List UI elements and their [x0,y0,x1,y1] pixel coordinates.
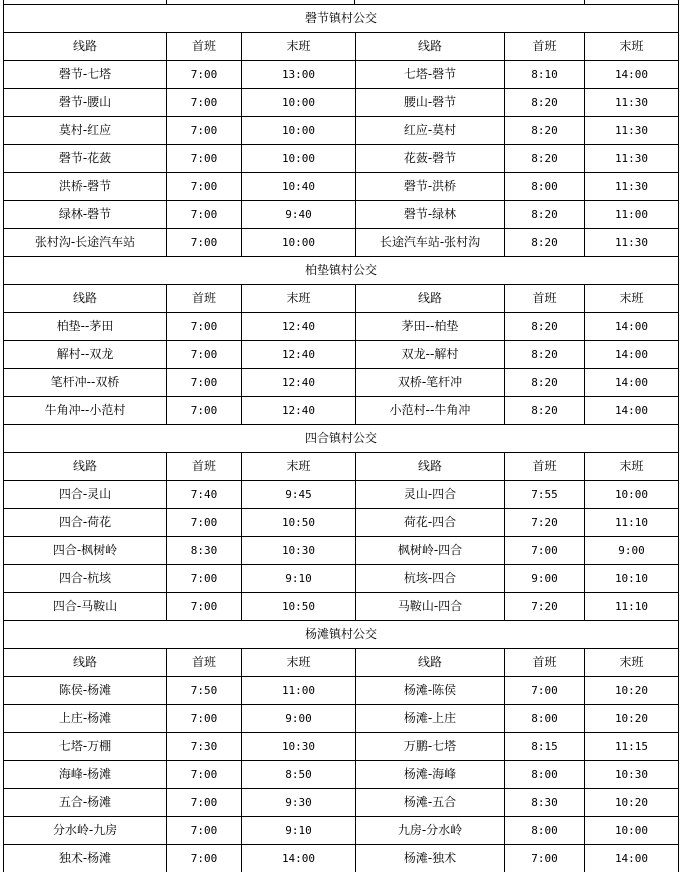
last-bus-back-cell: 14:00 [614,320,649,333]
table-row [4,88,678,116]
column-header: 末班 [619,291,644,305]
header-row [4,452,678,480]
first-bus-out-cell: 7:00 [167,117,242,144]
last-bus-back-cell: 10:10 [614,572,649,585]
route-back-cell: 荷花-四合 [356,509,505,536]
column-header: 线路 [356,285,505,312]
route-out-cell: 分水岭-九房 [4,817,167,844]
first-bus-out-cell: 7:00 [167,201,242,228]
table-row [4,172,678,200]
table-row [4,564,678,592]
route-out-cell: 四合-枫树岭 [4,537,167,564]
first-bus-out-cell: 7:00 [167,313,242,340]
first-bus-back-cell: 7:20 [505,593,585,620]
last-bus-out-cell: 10:40 [242,173,356,200]
column-header: 首班 [167,285,242,312]
schedule-section [3,256,679,424]
table-row [4,368,678,396]
route-back-cell: 双桥-笔杆冲 [356,369,505,396]
last-bus-out-cell: 12:40 [242,397,356,424]
last-bus-out-cell: 8:50 [242,761,356,788]
route-out-cell: 海峰-杨滩 [4,761,167,788]
last-bus-back-cell: 10:00 [614,824,649,837]
last-bus-back-cell: 11:10 [614,516,649,529]
first-bus-out-cell: 7:30 [167,733,242,760]
column-header: 末班 [619,655,644,669]
first-bus-out-cell: 7:40 [167,481,242,508]
column-header: 线路 [356,33,505,60]
column-header: 首班 [167,453,242,480]
last-bus-back-cell: 10:20 [614,712,649,725]
section-title: 四合镇村公交 [4,424,678,452]
route-out-cell: 柏垫--茅田 [4,313,167,340]
column-header: 末班 [619,459,644,473]
last-bus-out-cell: 9:45 [242,481,356,508]
last-bus-back-cell: 11:00 [614,208,649,221]
first-bus-back-cell: 8:00 [505,817,585,844]
column-header: 末班 [242,33,356,60]
last-bus-back-cell: 14:00 [614,404,649,417]
route-back-cell: 马鞍山-四合 [356,593,505,620]
route-back-cell: 万鹏-七塔 [356,733,505,760]
last-bus-out-cell: 9:10 [242,817,356,844]
last-bus-out-cell: 14:00 [242,845,356,872]
header-row [4,32,678,60]
table-row [4,816,678,844]
table-row [4,200,678,228]
table-row [4,704,678,732]
last-bus-out-cell: 10:00 [242,145,356,172]
route-out-cell: 牛角冲--小范村 [4,397,167,424]
table-row [4,60,678,88]
route-back-cell: 灵山-四合 [356,481,505,508]
route-out-cell: 上庄-杨滩 [4,705,167,732]
first-bus-out-cell: 7:00 [167,845,242,872]
table-row [4,480,678,508]
column-header: 线路 [4,285,167,312]
route-out-cell: 磬节-花蔹 [4,145,167,172]
column-header: 首班 [505,649,585,676]
last-bus-out-cell: 10:00 [242,117,356,144]
route-out-cell: 绿林-磬节 [4,201,167,228]
first-bus-out-cell: 7:00 [167,61,242,88]
table-row [4,760,678,788]
route-back-cell: 七塔-磬节 [356,61,505,88]
table-row [4,340,678,368]
route-back-cell: 腰山-磬节 [356,89,505,116]
first-bus-out-cell: 7:00 [167,229,242,256]
first-bus-out-cell: 7:00 [167,565,242,592]
last-bus-out-cell: 10:50 [242,593,356,620]
first-bus-back-cell: 8:20 [505,313,585,340]
route-back-cell: 杨滩-独术 [356,845,505,872]
last-bus-back-cell: 11:30 [614,180,649,193]
sections-container [3,4,679,872]
last-bus-back-cell: 11:30 [614,236,649,249]
header-row [4,648,678,676]
route-out-cell: 七塔-万棚 [4,733,167,760]
first-bus-back-cell: 8:20 [505,369,585,396]
last-bus-out-cell: 9:00 [242,705,356,732]
first-bus-back-cell: 8:00 [505,173,585,200]
column-header: 线路 [4,453,167,480]
first-bus-out-cell: 7:00 [167,397,242,424]
column-header: 末班 [242,285,356,312]
last-bus-out-cell: 9:10 [242,565,356,592]
column-header: 末班 [242,453,356,480]
section-title: 杨滩镇村公交 [4,620,678,648]
route-out-cell: 独术-杨滩 [4,845,167,872]
table-row [4,536,678,564]
route-out-cell: 四合-杭垓 [4,565,167,592]
first-bus-back-cell: 8:20 [505,341,585,368]
column-header: 末班 [242,649,356,676]
column-header: 首班 [167,33,242,60]
first-bus-out-cell: 7:00 [167,145,242,172]
first-bus-out-cell: 7:00 [167,369,242,396]
route-back-cell: 红应-莫村 [356,117,505,144]
route-back-cell: 杨滩-海峰 [356,761,505,788]
table-row [4,732,678,760]
first-bus-out-cell: 7:00 [167,761,242,788]
route-back-cell: 九房-分水岭 [356,817,505,844]
route-out-cell: 四合-马鞍山 [4,593,167,620]
last-bus-back-cell: 14:00 [614,68,649,81]
route-back-cell: 双龙--解村 [356,341,505,368]
schedule-section [3,424,679,620]
route-out-cell: 张村沟-长途汽车站 [4,229,167,256]
route-back-cell: 杭垓-四合 [356,565,505,592]
last-bus-out-cell: 12:40 [242,313,356,340]
first-bus-back-cell: 8:00 [505,761,585,788]
first-bus-back-cell: 8:20 [505,201,585,228]
last-bus-out-cell: 12:40 [242,341,356,368]
route-back-cell: 磬节-洪桥 [356,173,505,200]
table-row [4,508,678,536]
first-bus-back-cell: 7:00 [505,677,585,704]
column-header: 线路 [356,649,505,676]
route-back-cell: 杨滩-陈侯 [356,677,505,704]
last-bus-out-cell: 10:30 [242,537,356,564]
last-bus-back-cell: 14:00 [614,376,649,389]
last-bus-back-cell: 14:00 [614,348,649,361]
last-bus-back-cell: 11:30 [614,96,649,109]
last-bus-out-cell: 10:00 [242,229,356,256]
route-out-cell: 磬节-腰山 [4,89,167,116]
table-row [4,116,678,144]
first-bus-out-cell: 7:00 [167,173,242,200]
first-bus-back-cell: 8:20 [505,229,585,256]
column-header: 线路 [4,649,167,676]
last-bus-back-cell: 10:30 [614,768,649,781]
last-bus-back-cell: 11:30 [614,124,649,137]
first-bus-back-cell: 8:10 [505,61,585,88]
column-header: 首班 [167,649,242,676]
route-out-cell: 磬节-七塔 [4,61,167,88]
last-bus-back-cell: 10:20 [614,796,649,809]
schedule-section [3,620,679,872]
last-bus-out-cell: 10:30 [242,733,356,760]
last-bus-out-cell: 13:00 [242,61,356,88]
route-out-cell: 五合-杨滩 [4,789,167,816]
route-out-cell: 四合-荷花 [4,509,167,536]
route-out-cell: 莫村-红应 [4,117,167,144]
route-back-cell: 花蔹-磬节 [356,145,505,172]
route-out-cell: 陈侯-杨滩 [4,677,167,704]
route-back-cell: 茅田--柏垫 [356,313,505,340]
schedule-section [3,4,679,256]
route-back-cell: 长途汽车站-张村沟 [356,229,505,256]
table-row [4,144,678,172]
route-back-cell: 磬节-绿林 [356,201,505,228]
column-header: 线路 [356,453,505,480]
table-row [4,676,678,704]
first-bus-back-cell: 8:20 [505,117,585,144]
route-back-cell: 枫树岭-四合 [356,537,505,564]
table-row [4,228,678,256]
first-bus-out-cell: 7:00 [167,789,242,816]
table-row [4,844,678,872]
column-header: 首班 [505,33,585,60]
section-title: 磬节镇村公交 [4,4,678,32]
route-back-cell: 杨滩-五合 [356,789,505,816]
route-back-cell: 杨滩-上庄 [356,705,505,732]
route-out-cell: 四合-灵山 [4,481,167,508]
first-bus-back-cell: 7:00 [505,845,585,872]
last-bus-back-cell: 10:20 [614,684,649,697]
last-bus-back-cell: 11:30 [614,152,649,165]
route-back-cell: 小范村--牛角冲 [356,397,505,424]
table-row [4,396,678,424]
first-bus-out-cell: 7:50 [167,677,242,704]
first-bus-back-cell: 7:00 [505,537,585,564]
last-bus-back-cell: 11:15 [614,740,649,753]
last-bus-out-cell: 9:40 [242,201,356,228]
table-row [4,312,678,340]
column-header: 末班 [619,39,644,53]
route-out-cell: 洪桥-磬节 [4,173,167,200]
first-bus-out-cell: 7:00 [167,705,242,732]
last-bus-back-cell: 9:00 [618,544,645,557]
route-out-cell: 解村--双龙 [4,341,167,368]
first-bus-out-cell: 8:30 [167,537,242,564]
first-bus-back-cell: 9:00 [505,565,585,592]
first-bus-out-cell: 7:00 [167,593,242,620]
last-bus-out-cell: 10:50 [242,509,356,536]
column-header: 首班 [505,453,585,480]
first-bus-back-cell: 7:55 [505,481,585,508]
first-bus-out-cell: 7:00 [167,341,242,368]
first-bus-out-cell: 7:00 [167,817,242,844]
bus-schedule-table [3,0,679,872]
last-bus-back-cell: 10:00 [614,488,649,501]
last-bus-out-cell: 10:00 [242,89,356,116]
first-bus-back-cell: 8:20 [505,397,585,424]
last-bus-out-cell: 9:30 [242,789,356,816]
section-title: 柏垫镇村公交 [4,256,678,284]
last-bus-out-cell: 11:00 [242,677,356,704]
header-row [4,284,678,312]
first-bus-back-cell: 8:20 [505,145,585,172]
table-row [4,592,678,620]
table-row [4,788,678,816]
table-top-edge [3,0,679,4]
last-bus-out-cell: 12:40 [242,369,356,396]
route-out-cell: 笔杆冲--双桥 [4,369,167,396]
first-bus-back-cell: 7:20 [505,509,585,536]
last-bus-back-cell: 11:10 [614,600,649,613]
first-bus-out-cell: 7:00 [167,509,242,536]
first-bus-back-cell: 8:20 [505,89,585,116]
first-bus-out-cell: 7:00 [167,89,242,116]
column-header: 首班 [505,285,585,312]
first-bus-back-cell: 8:15 [505,733,585,760]
first-bus-back-cell: 8:30 [505,789,585,816]
first-bus-back-cell: 8:00 [505,705,585,732]
column-header: 线路 [4,33,167,60]
last-bus-back-cell: 14:00 [614,852,649,865]
